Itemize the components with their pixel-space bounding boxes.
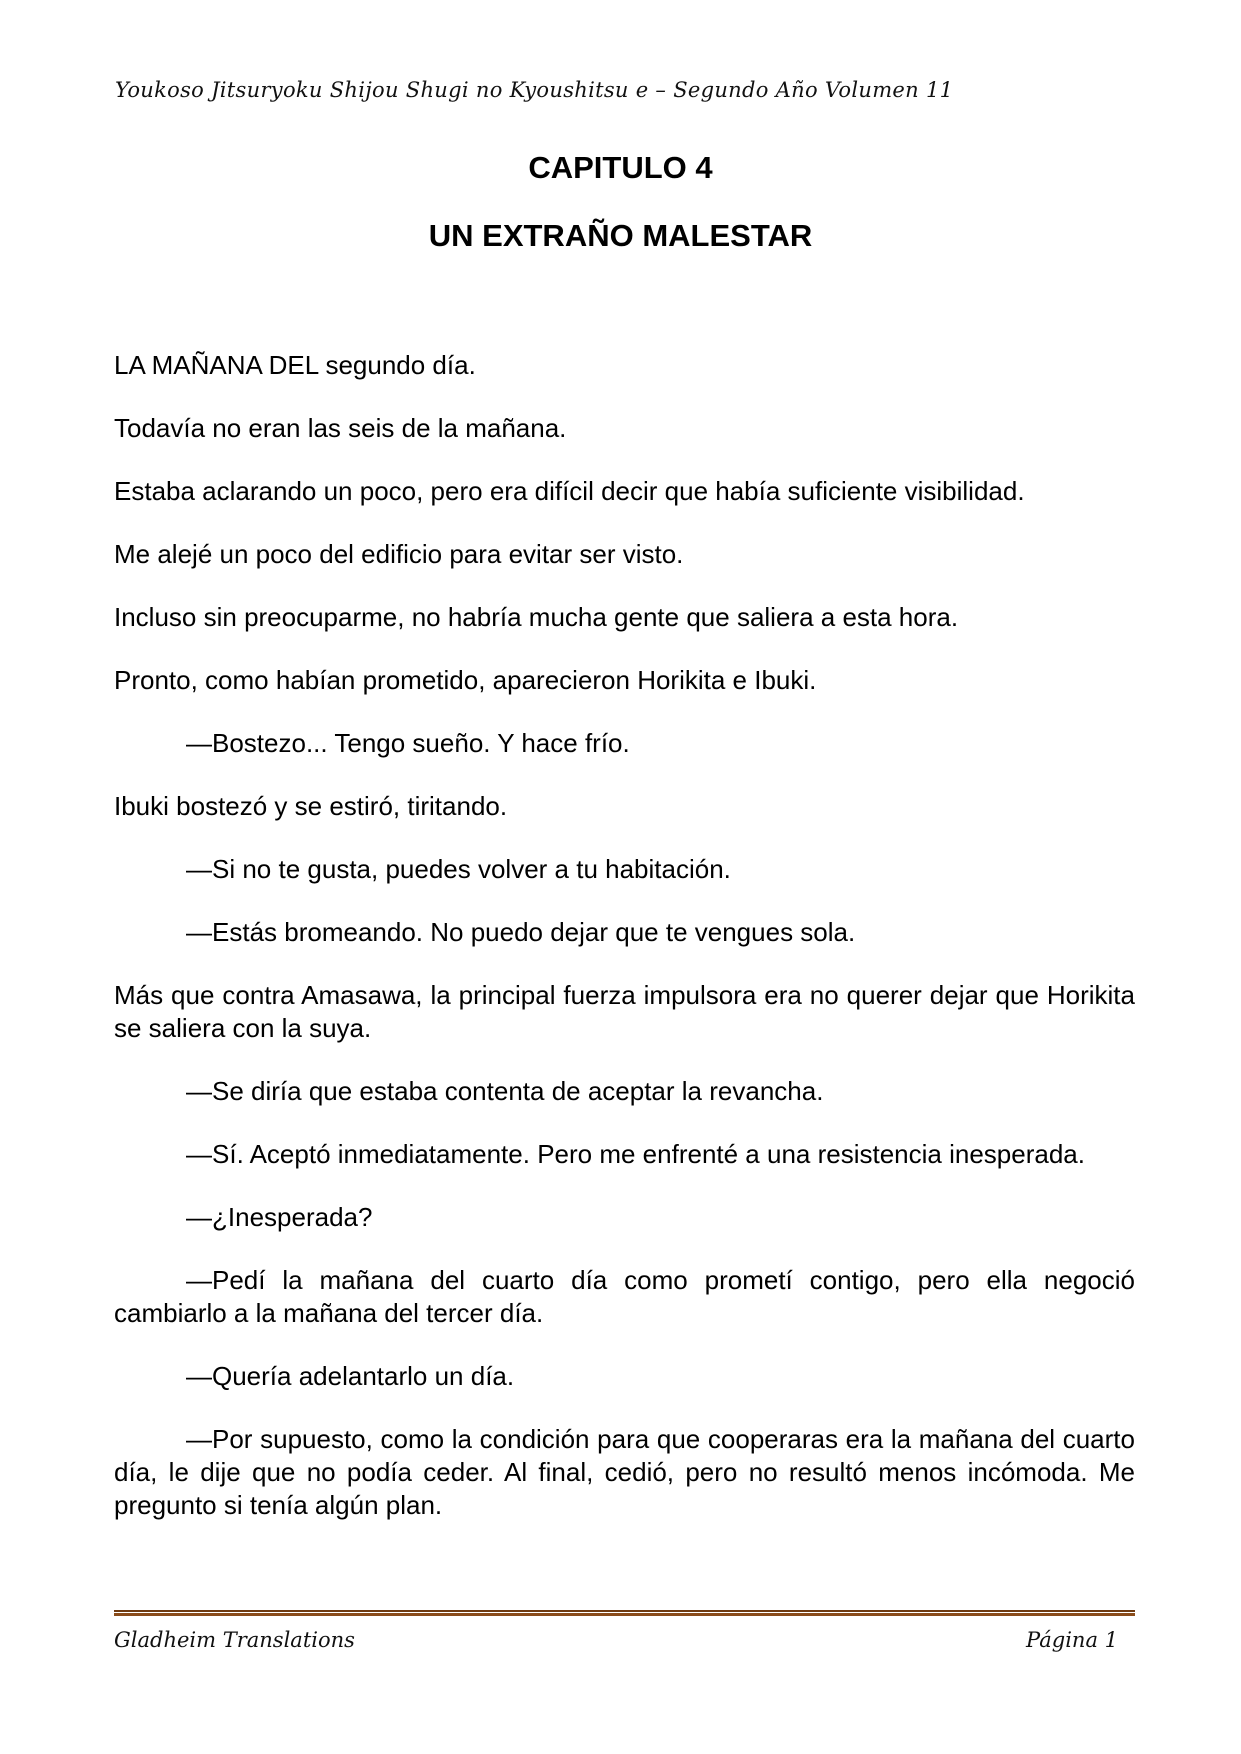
- dialog-line: —Pedí la mañana del cuarto día como prometí contigo, pero ella negoció cambiarlo a la mañana del tercer día.: [114, 1265, 1135, 1328]
- dialog-line: —¿Inesperada?: [186, 1202, 373, 1232]
- footer-page-number: Página 1: [1026, 1628, 1118, 1652]
- footer-translator: Gladheim Translations: [114, 1628, 355, 1652]
- paragraph: Ibuki bostezó y se estiró, tiritando.: [114, 791, 508, 821]
- dialog-line: —Quería adelantarlo un día.: [186, 1361, 515, 1391]
- paragraph: Estaba aclarando un poco, pero era difícil decir que había suficiente visibilidad.: [114, 476, 1025, 506]
- paragraph: Más que contra Amasawa, la principal fuerza impulsora era no querer dejar que Horikita se saliera con la suya.: [114, 980, 1135, 1043]
- paragraph: Pronto, como habían prometido, aparecieron Horikita e Ibuki.: [114, 665, 817, 695]
- dialog-line: —Se diría que estaba contenta de aceptar la revancha.: [186, 1076, 824, 1106]
- paragraph: Incluso sin preocuparme, no habría mucha gente que saliera a esta hora.: [114, 602, 959, 632]
- paragraph: LA MAÑANA DEL segundo día.: [114, 350, 476, 380]
- dialog-line: —Por supuesto, como la condición para que cooperaras era la mañana del cuarto día, le dije que no podía ceder. Al final, cedió, pero no resultó menos incómoda. Me pregunto si tenía algún plan.: [114, 1424, 1135, 1520]
- dialog-line: —Bostezo... Tengo sueño. Y hace frío.: [186, 728, 630, 758]
- paragraph: Me alejé un poco del edificio para evitar ser visto.: [114, 539, 684, 569]
- body-text: [114, 349, 1135, 1552]
- dialog-line: —Estás bromeando. No puedo dejar que te vengues sola.: [186, 917, 856, 947]
- paragraph: Todavía no eran las seis de la mañana.: [114, 413, 567, 443]
- chapter-title: UN EXTRAÑO MALESTAR: [428, 218, 813, 253]
- dialog-line: —Si no te gusta, puedes volver a tu habitación.: [186, 854, 731, 884]
- footer-divider: [114, 1610, 1135, 1616]
- running-header: Youkoso Jitsuryoku Shijou Shugi no Kyoushitsu e – Segundo Año Volumen 11: [115, 78, 954, 102]
- dialog-line: —Sí. Aceptó inmediatamente. Pero me enfrenté a una resistencia inesperada.: [186, 1139, 1085, 1169]
- chapter-number: CAPITULO 4: [528, 150, 713, 185]
